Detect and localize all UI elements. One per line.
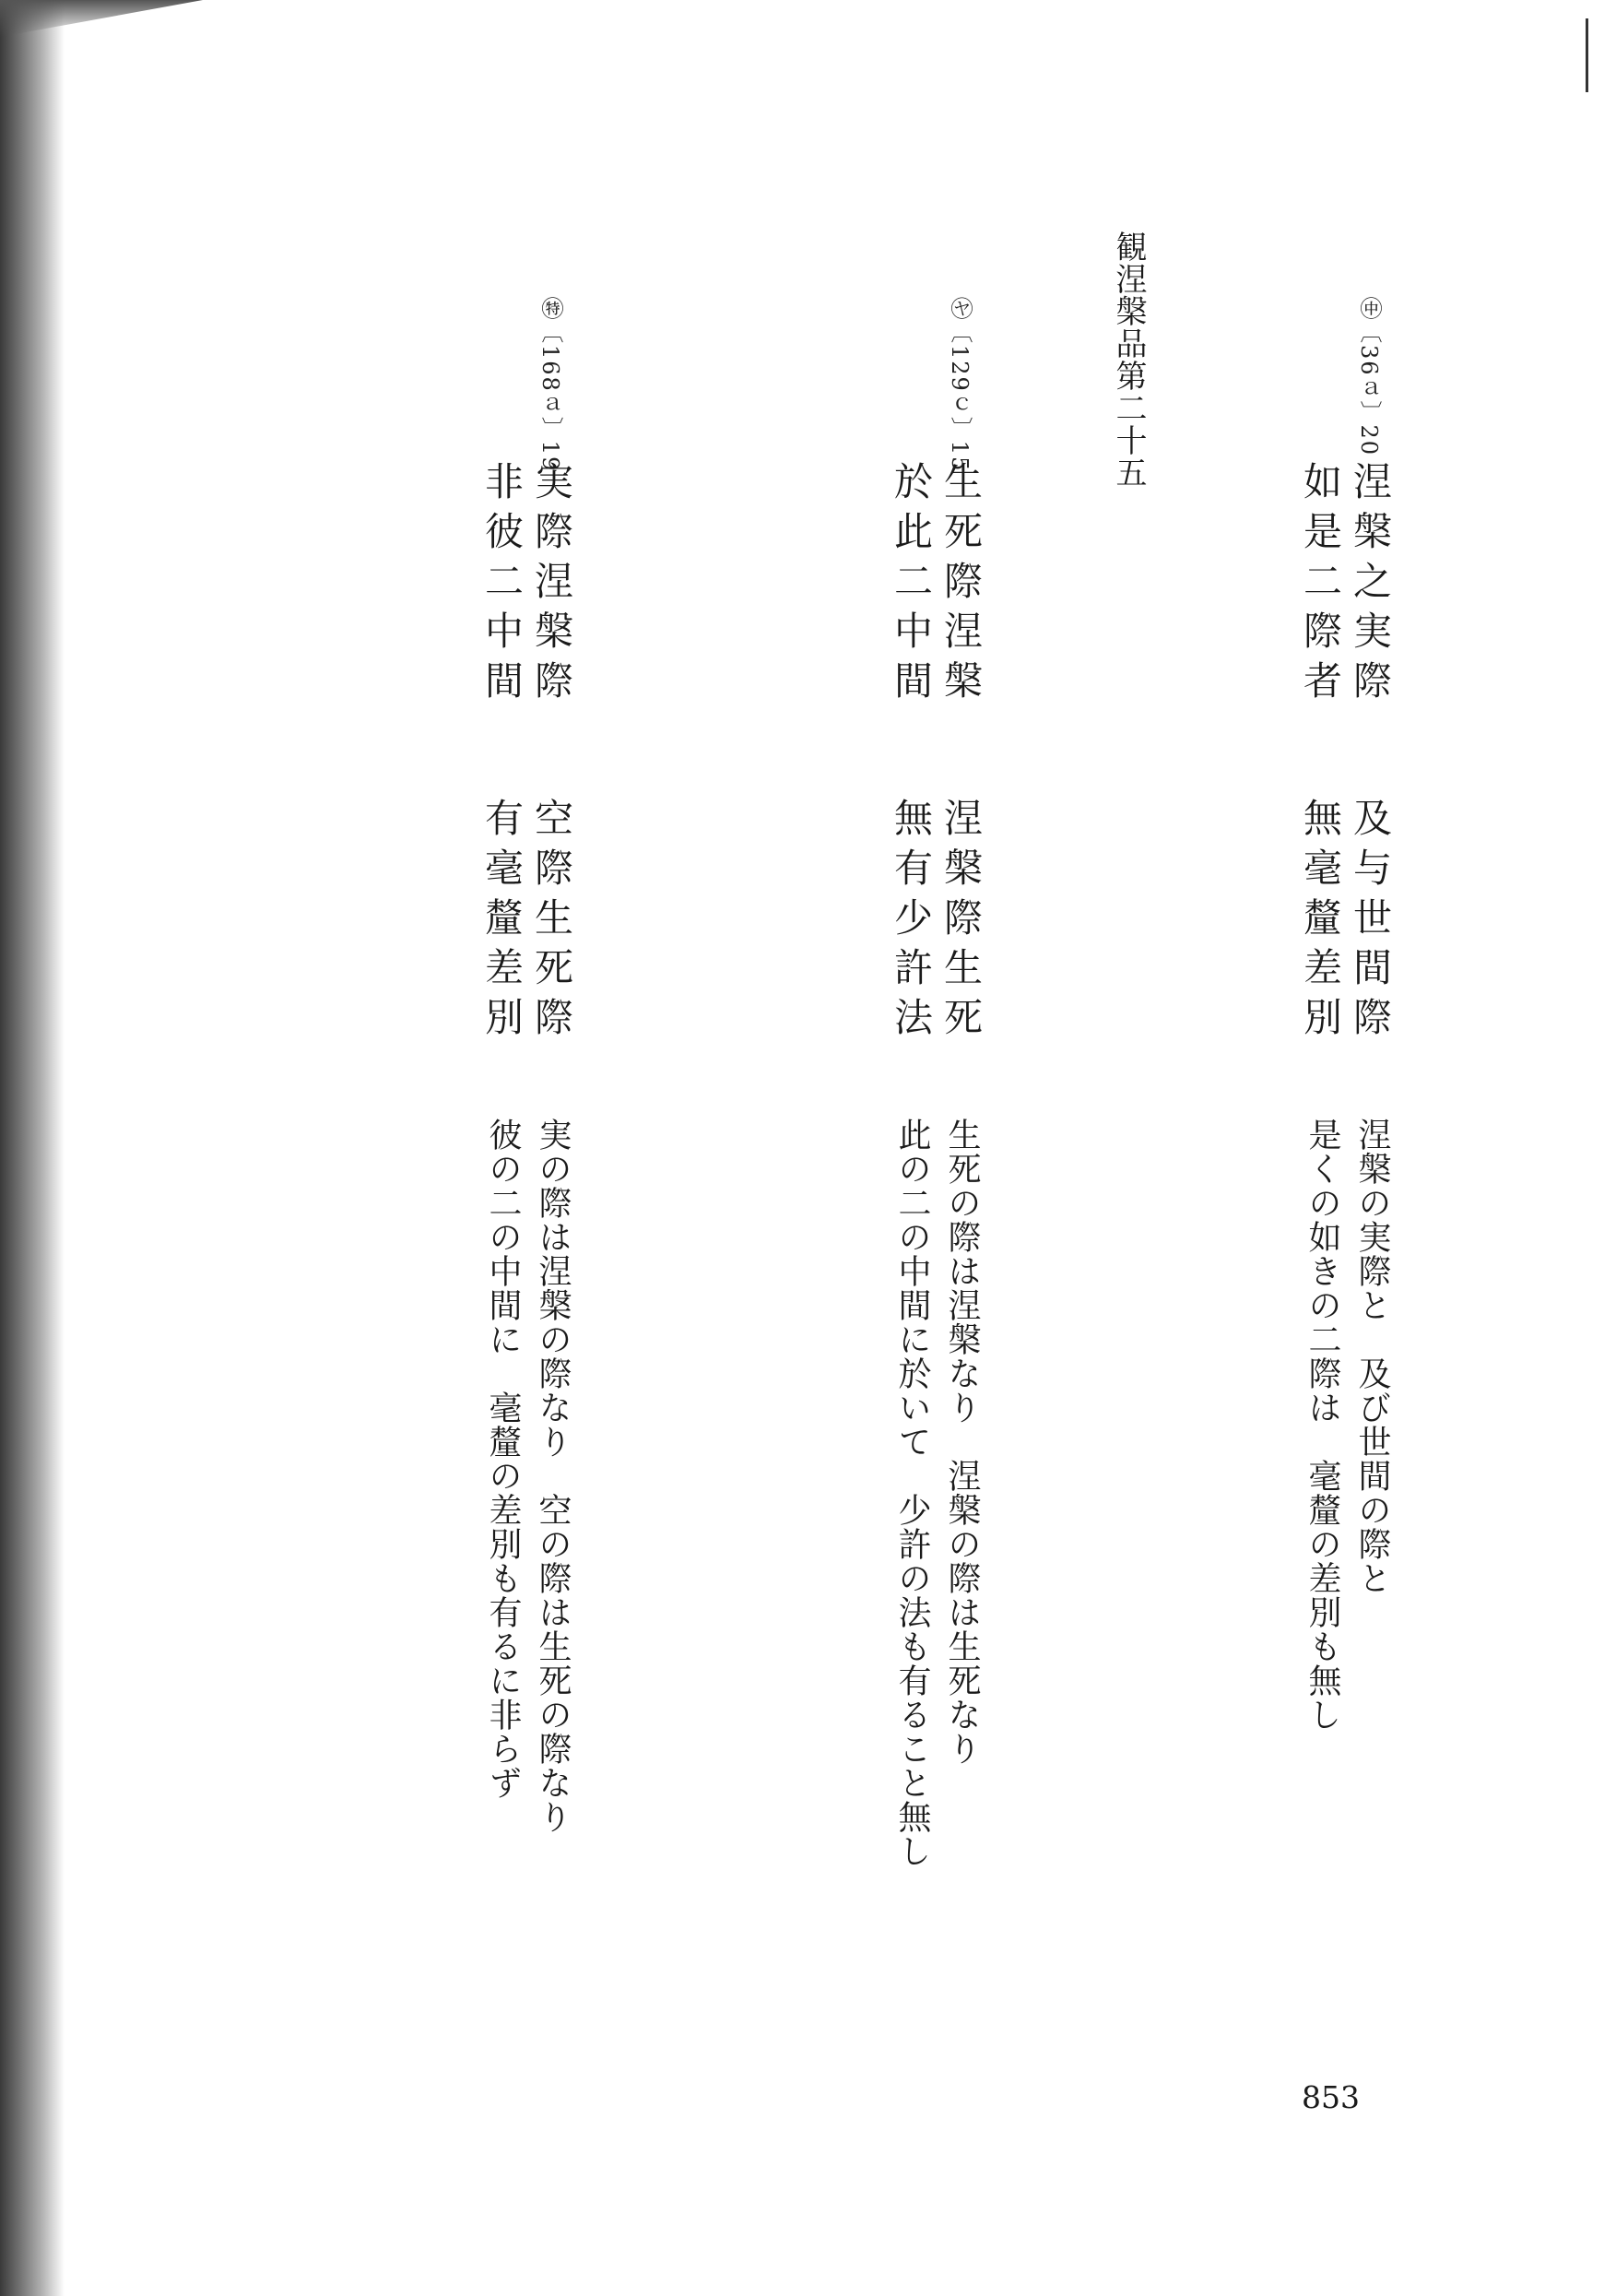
section-2-marker-ref: 〔129ｃ〕15 [947,321,973,473]
section-3-marker-symbol: ㊕ [537,297,563,321]
section-1-marker-symbol: ㊥ [1356,297,1382,321]
section-1-marker-ref: 〔36ａ〕20 [1356,321,1382,457]
section-3-reading-line-1: 実の際は涅槃の際なり 空の際は生死の際なり [534,1118,572,1834]
verse-half: 於此二中間 [889,461,934,710]
section-3-marker-ref: 〔168ａ〕19 [537,321,563,473]
section-2-verse-line-1 [934,461,987,1047]
section-1-marker [1353,297,1386,456]
section-2-reading-line-2: 此の二の中間に於いて 少許の法も有ること無し [893,1118,931,1868]
section-1-verse-line-2 [1293,461,1347,1047]
verse-half: 及与世間際 [1348,798,1393,1047]
section-3-verse-line-2 [475,461,528,1047]
section-3-reading-line-2: 彼の二の中間に 毫釐の差別も有るに非らず [484,1118,522,1800]
verse-half: 有毫釐差別 [479,798,525,1047]
section-3-verse-line-1 [525,461,578,1047]
verse-half: 如是二際者 [1298,461,1343,710]
section-2-verse-line-2 [884,461,938,1047]
scan-right-edge-mark [1586,18,1588,92]
verse-half: 空際生死際 [529,798,574,1047]
section-1-verse-line-1 [1343,461,1397,1047]
verse-half: 無有少許法 [889,798,934,1047]
page-number: 853 [1302,2079,1360,2115]
section-1-reading-line-1: 涅槃の実際と 及び世間の際と [1353,1118,1391,1595]
scan-top-corner-shadow [0,0,203,37]
verse-half: 涅槃際生死 [938,798,984,1047]
verse-half: 実際涅槃際 [529,461,574,710]
verse-half: 非彼二中間 [479,461,525,710]
section-1-reading-line-2: 是くの如きの二際は 毫釐の差別も無し [1303,1118,1341,1732]
verse-half: 生死際涅槃 [938,461,984,710]
section-2-marker-symbol: ㋳ [947,297,973,321]
page-header: 観涅槃品第二十五 [1110,231,1147,489]
section-2-reading-line-1: 生死の際は涅槃なり 涅槃の際は生死なり [943,1118,981,1766]
section-2-marker [944,297,976,472]
section-3-marker [535,297,567,472]
verse-half: 無毫釐差別 [1298,798,1343,1047]
verse-half: 涅槃之実際 [1348,461,1393,710]
scan-left-edge-shadow [0,0,65,2296]
